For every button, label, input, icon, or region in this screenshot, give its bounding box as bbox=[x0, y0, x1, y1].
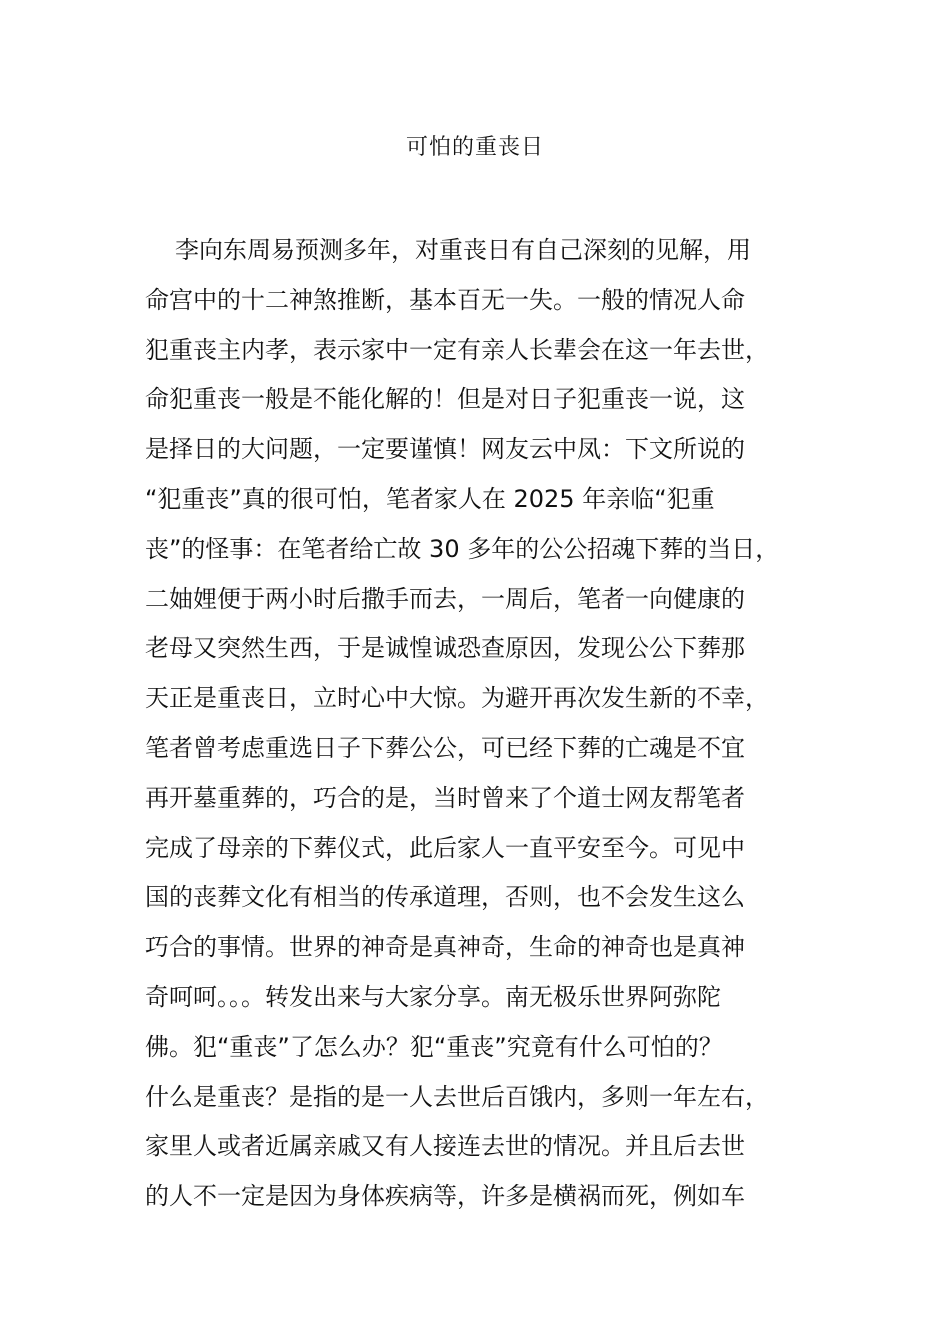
body-line: 巧合的事情。世界的神奇是真神奇，生命的神奇也是真神 bbox=[145, 933, 745, 961]
document-title: 可怕的重丧日 bbox=[405, 135, 544, 160]
body-line: 的人不一定是因为身体疾病等，许多是横祸而死，例如车 bbox=[145, 1182, 745, 1210]
body-line: 奇呵呵。。。转发出来与大家分享。南无极乐世界阿弥陀 bbox=[145, 983, 721, 1011]
body-line: 二妯娌便于两小时后撒手而去，一周后，笔者一向健康的 bbox=[145, 585, 745, 613]
body-line: 什么是重丧？是指的是一人去世后百饿内，多则一年左右， bbox=[145, 1083, 769, 1111]
body-line: 完成了母亲的下葬仪式，此后家人一直平安至今。可见中 bbox=[145, 834, 745, 862]
body-line: 家里人或者近属亲戚又有人接连去世的情况。并且后去世 bbox=[145, 1132, 745, 1160]
body-line: 国的丧葬文化有相当的传承道理，否则，也不会发生这么 bbox=[145, 883, 745, 911]
body-line: 李向东周易预测多年，对重丧日有自己深刻的见解，用 bbox=[175, 236, 751, 264]
body-line: 佛。犯“重丧”了怎么办？犯“重丧”究竟有什么可怕的？ bbox=[145, 1033, 723, 1061]
body-line: 老母又突然生西，于是诚惶诚恐查原因，发现公公下葬那 bbox=[145, 634, 745, 662]
body-line: 犯重丧主内孝，表示家中一定有亲人长辈会在这一年去世， bbox=[145, 336, 769, 364]
body-line: 命犯重丧一般是不能化解的！但是对日子犯重丧一说，这 bbox=[145, 385, 745, 413]
body-line: 笔者曾考虑重选日子下葬公公，可已经下葬的亡魂是不宜 bbox=[145, 734, 745, 762]
body-line: 再开墓重葬的，巧合的是，当时曾来了个道士网友帮笔者 bbox=[145, 784, 745, 812]
body-line: 是择日的大问题，一定要谨慎！网友云中凤：下文所说的 bbox=[145, 435, 745, 463]
body-line: 天正是重丧日，立时心中大惊。为避开再次发生新的不幸， bbox=[145, 684, 769, 712]
body-line: “犯重丧”真的很可怕，笔者家人在 2025 年亲临“犯重 bbox=[145, 485, 715, 513]
body-line: 丧”的怪事：在笔者给亡故 30 多年的公公招魂下葬的当日， bbox=[145, 535, 780, 563]
body-line: 命宫中的十二神煞推断，基本百无一失。一般的情况人命 bbox=[145, 286, 745, 314]
